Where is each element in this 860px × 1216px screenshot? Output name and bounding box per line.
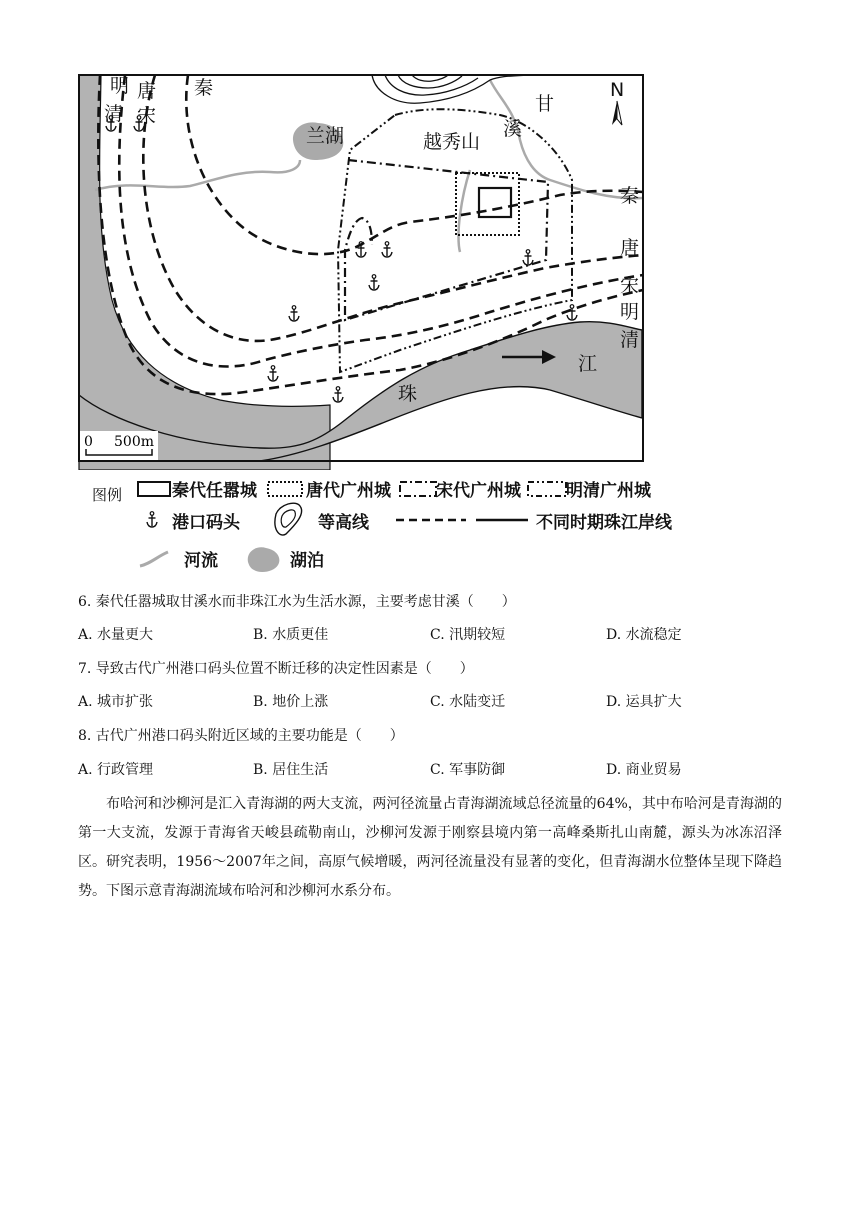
legend-dotted-box [268,482,302,496]
label-ming-left: 明 [110,75,130,97]
shoreline-tang [143,75,643,341]
q6-option-c[interactable]: C. 汛期较短 [430,627,506,643]
legend-label-lake: 湖泊 [290,551,324,571]
q6-option-d[interactable]: D. 水流稳定 [606,627,682,643]
legend-label-song: 宋代广州城 [436,481,521,501]
legend-anchor-icon [147,512,157,527]
q7-option-d[interactable]: D. 运具扩大 [606,694,682,710]
contour-lines [372,75,530,103]
anchor-icon [382,242,392,257]
label-qing-right: 清 [620,329,640,351]
anchor-icon [567,305,577,320]
qin-renxiao-city [479,188,511,217]
legend-label-river: 河流 [184,551,218,571]
anchor-icon [333,387,343,402]
label-qin-right: 秦 [620,185,640,207]
legend-label-tang: 唐代广州城 [306,481,391,501]
label-zhu: 珠 [398,383,418,405]
legend-label-port: 港口码头 [172,513,240,533]
legend-label-qin: 秦代任嚣城 [172,481,257,501]
legend-label-contour: 等高线 [318,513,369,533]
q8-option-a[interactable]: A. 行政管理 [78,762,154,778]
legend-contour-icon [275,503,302,535]
river-west [95,160,300,190]
legend-river-icon [140,552,168,566]
label-tang-left: 唐 [137,80,157,102]
label-tang-right: 唐 [620,237,640,259]
map-legend [0,470,860,580]
north-arrow-icon-half [617,101,622,125]
north-arrow-icon [612,101,617,125]
legend-dashdotdot-box [528,482,566,496]
q8-option-c[interactable]: C. 军事防御 [430,762,506,778]
label-jiang: 江 [578,353,598,375]
q8-option-d[interactable]: D. 商业贸易 [606,762,682,778]
anchor-icon [369,275,379,290]
shoreline-song [119,75,643,367]
label-gan: 甘 [535,93,555,115]
question-6-stem: 6. 秦代任嚣城取甘溪水而非珠江水为生活水源，主要考虑甘溪（ ） [78,594,516,610]
north-label: N [610,79,625,101]
scale-distance: 500m [114,434,154,450]
left-riverbank [79,75,330,470]
legend-label-shoreline: 不同时期珠江岸线 [536,513,672,533]
legend-title: 图例 [92,486,123,504]
q6-option-b[interactable]: B. 水质更佳 [253,627,329,643]
label-song-left: 宋 [137,105,157,127]
label-xi: 溪 [503,118,523,140]
legend-label-mingqing: 明清广州城 [566,481,651,501]
q7-option-b[interactable]: B. 地价上涨 [253,694,329,710]
label-qing-left: 清 [104,103,124,125]
guangzhou-historical-map [0,0,860,470]
anchor-icon [289,306,299,321]
q8-option-b[interactable]: B. 居住生活 [253,762,329,778]
q7-option-a[interactable]: A. 城市扩张 [78,694,154,710]
legend-solid-box [138,482,170,496]
q6-option-a[interactable]: A. 水量更大 [78,627,154,643]
anchor-icon [523,250,533,265]
label-yuexiushan: 越秀山 [423,131,481,153]
anchor-icon [268,366,278,381]
legend-contour-icon-inner [281,510,295,527]
question-7-stem: 7. 导致古代广州港口码头位置不断迁移的决定性因素是（ ） [78,661,474,677]
song-city-wall [345,160,548,320]
q7-option-c[interactable]: C. 水陆变迁 [430,694,506,710]
scale-zero: 0 [84,434,93,450]
label-ming-right: 明 [620,301,640,323]
label-lanhu: 兰湖 [306,125,345,147]
passage-paragraph: 布哈河和沙柳河是汇入青海湖的两大支流，两河径流量占青海湖流域总径流量的64%，其中布哈河是青海湖的第一大支流，发源于青海省天峻县疏勒南山，沙柳河发源于刚察县境内第一高峰桑斯扎山南麓，源头为冰冻沼泽区。研究表明，1956～2007年之间，高原气候增暖，两河径流量没有显著的变化，但青海湖水位整体呈现下降趋势。下图示意青海湖流域布哈河和沙柳河水系分布。 [78,796,782,899]
label-song-right: 宋 [620,275,640,297]
shoreline-qin [186,75,643,254]
river-gan-2 [459,170,471,252]
label-qin-top: 秦 [194,77,214,99]
legend-dashdot-box [400,482,436,496]
legend-lake-icon [248,547,280,572]
question-8-stem: 8. 古代广州港口码头附近区域的主要功能是（ ） [78,728,404,744]
